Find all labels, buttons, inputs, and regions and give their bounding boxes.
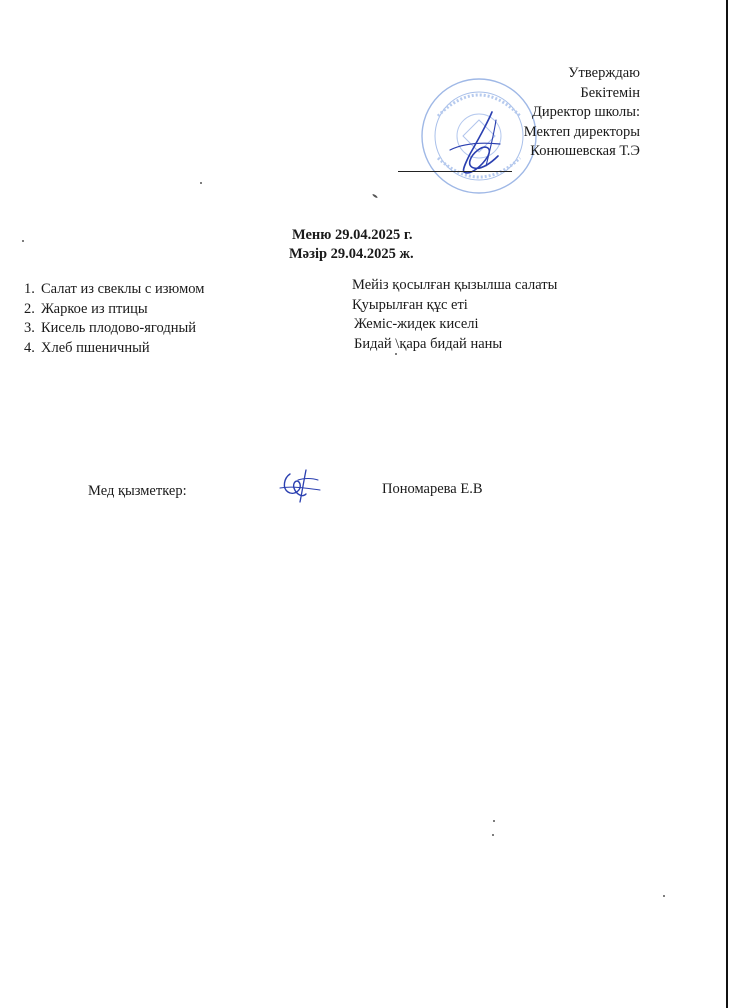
scan-edge	[716, 0, 732, 1008]
approve-ru: Утверждаю	[568, 65, 640, 81]
menu-list-kz	[352, 276, 557, 354]
menu-item-name: Салат из свеклы с изюмом	[41, 281, 205, 297]
director-signature	[440, 110, 522, 180]
approve-kz: Бекітемін	[580, 84, 640, 101]
director-title-ru: Директор школы:	[532, 104, 640, 120]
menu-item-name: Хлеб пшеничный	[41, 339, 150, 356]
director-name: Конюшевская Т.Э	[530, 143, 640, 159]
list-item: 1. Салат из свеклы с изюмом	[24, 281, 205, 297]
scan-speck	[492, 834, 494, 836]
list-item: 4. Хлеб пшеничный	[24, 339, 150, 356]
list-item: 2. Жаркое из птицы	[24, 300, 148, 317]
scan-speck	[395, 353, 397, 355]
title-kz: Мәзір 29.04.2025 ж.	[289, 246, 414, 262]
menu-item-name: Жаркое из птицы	[41, 300, 148, 317]
menu-item-name: Кисель плодово-ягодный	[41, 320, 196, 336]
list-item: Бидай \қара бидай наны	[354, 335, 503, 352]
list-item: 3. Кисель плодово-ягодный	[24, 320, 196, 336]
title-ru: Меню 29.04.2025 г.	[292, 227, 413, 243]
scan-edge-line	[726, 0, 728, 1008]
scan-speck	[493, 820, 495, 822]
scan-speck	[200, 182, 202, 184]
scan-speck	[372, 193, 378, 198]
list-item: Қуырылған құс еті	[352, 296, 468, 313]
list-item: Жеміс-жидек киселі	[354, 316, 479, 332]
menu-list-ru	[24, 280, 204, 358]
medic-name: Пономарева Е.В	[382, 481, 483, 497]
list-item: Мейіз қосылған қызылша салаты	[352, 277, 558, 293]
medic-label: Мед қызметкер:	[88, 483, 187, 499]
scan-speck	[22, 240, 24, 242]
signature-underline	[398, 171, 512, 172]
director-title-kz: Мектеп директоры	[523, 123, 640, 140]
scan-speck	[663, 895, 665, 897]
medic-signature	[276, 466, 322, 506]
approval-block	[524, 64, 640, 162]
